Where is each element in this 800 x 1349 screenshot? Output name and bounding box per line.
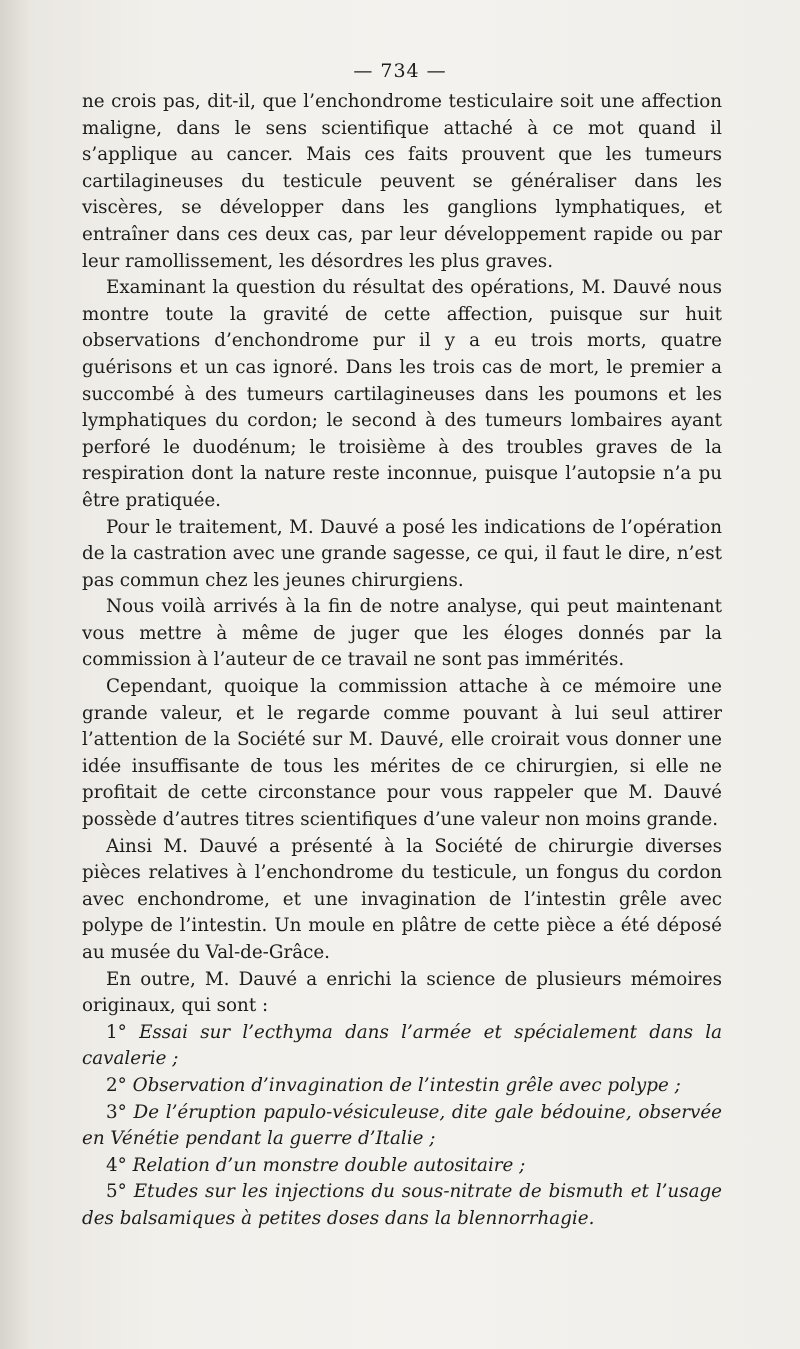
paragraph-operations: Examinant la question du résultat des opérations, M. Dauvé nous montre toute la gravité de cette affection, puisque sur huit observations d’enchondrome pur il y a eu trois morts, quatre guérisons et un cas ignoré. Dans les trois cas de mort, le premier a succombé à des tumeurs cartilagineuses dans les poumons et les lymphatiques du cordon; le second à des tumeurs lombaires ayant perforé le duodénum; le troisième à des troubles graves de la respiration dont la nature reste inconnue, puisque l’autopsie n’a pu être pratiquée. xyxy=(82,277,722,511)
paragraph-memoirs-intro: En outre, M. Dauvé a enrichi la science de plusieurs mémoires originaux, qui sont : xyxy=(82,968,722,1017)
memoir-title: De l’éruption papulo-vésiculeuse, dite gale bédouine, observée en Vénétie pendant la guerre d’Italie ; xyxy=(82,1101,723,1150)
memoir-list-item xyxy=(82,1153,722,1180)
memoir-title: Relation d’un monstre double autositaire ; xyxy=(132,1154,526,1176)
paragraph-analysis-end: Nous voilà arrivés à la fin de notre analyse, qui peut maintenant vous mettre à même de juger que les éloges donnés par la commission à l’auteur de ce travail ne sont pas immérités. xyxy=(82,596,722,671)
memoir-list-item xyxy=(82,1020,722,1073)
memoir-number: 4° xyxy=(106,1154,127,1176)
body-text xyxy=(82,89,722,1233)
memoir-number: 2° xyxy=(106,1074,127,1096)
paragraph-continuation: ne crois pas, dit-il, que l’enchondrome testiculaire soit une affection maligne, dans le sens scientifique attaché à ce mot quand il s’applique au cancer. Mais ces faits prouvent que les tumeurs cartilagineuses du testicule peuvent se généraliser dans les viscères, se développer dans les ganglions lymphatiques, et entraîner dans ces deux cas, par leur développement rapide ou par leur ramollissement, les désordres les plus graves. xyxy=(82,91,722,272)
memoir-list-item xyxy=(82,1073,722,1100)
paragraph-presentations: Ainsi M. Dauvé a présenté à la Société de chirurgie diverses pièces relatives à l’enchondrome du testicule, un fongus du cordon avec enchondrome, et une invagination de l’intestin grêle avec polype de l’intestin. Un moule en plâtre de cette pièce a été déposé au musée du Val-de-Grâce. xyxy=(82,835,722,963)
memoir-number: 3° xyxy=(106,1101,127,1123)
memoir-number: 1° xyxy=(106,1021,127,1043)
paragraph-treatment: Pour le traitement, M. Dauvé a posé les indications de l’opération de la castration avec une grande sagesse, ce qui, il faut le dire, n’est pas commun chez les jeunes chirurgiens. xyxy=(82,516,722,591)
paragraph-commission: Cependant, quoique la commission attache à ce mémoire une grande valeur, et le regarde comme pouvant à lui seul attirer l’attention de la Société sur M. Dauvé, elle croirait vous donner une idée insuffisante de tous les mérites de ce chirurgien, si elle ne profitait de cette circonstance pour vous rappeler que M. Dauvé possède d’autres titres scientifiques d’une valeur non moins grande. xyxy=(82,676,722,831)
memoir-list-item xyxy=(82,1179,722,1232)
memoir-title: Etudes sur les injections du sous-nitrate de bismuth et l’usage des balsamiques à petites doses dans la blennorrhagie. xyxy=(82,1181,723,1229)
memoir-title: Essai sur l’ecthyma dans l’armée et spécialement dans la cavalerie ; xyxy=(82,1021,723,1070)
page-number: — 734 — xyxy=(353,60,447,82)
memoir-number: 5° xyxy=(106,1181,127,1203)
memoir-list-item xyxy=(82,1100,722,1153)
memoir-title: Observation d’invagination de l’intestin grêle avec polype ; xyxy=(132,1074,681,1096)
